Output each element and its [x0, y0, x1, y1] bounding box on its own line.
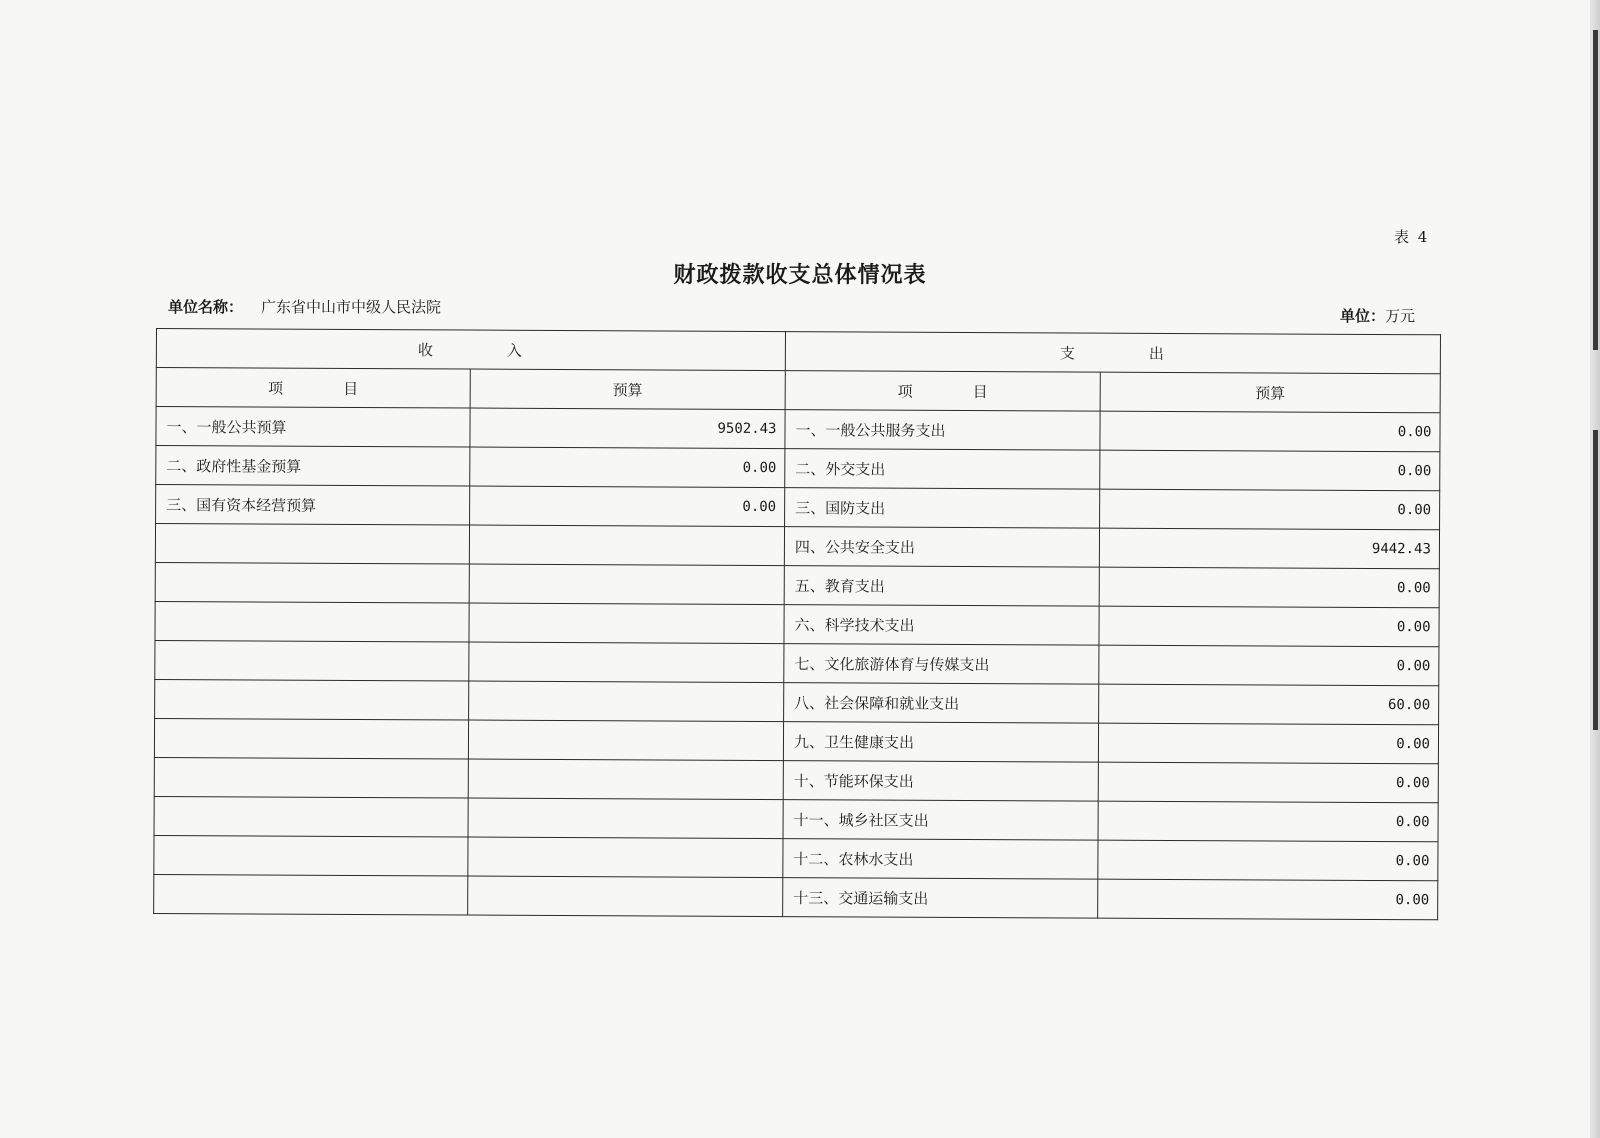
table-row: [155, 679, 1439, 724]
expense-budget: 60.00: [1099, 684, 1439, 725]
income-item: [154, 796, 468, 837]
expense-budget: 0.00: [1100, 489, 1440, 530]
income-budget: [469, 642, 784, 683]
expense-budget: 0.00: [1098, 723, 1438, 764]
header-char: 目: [343, 379, 359, 398]
income-budget-header: 预算: [470, 369, 785, 410]
expense-section-header: [785, 332, 1440, 374]
budget-table: [153, 328, 1441, 920]
expense-budget: 0.00: [1098, 879, 1438, 920]
expense-item: 二、外交支出: [785, 449, 1100, 490]
expense-budget: 0.00: [1099, 606, 1439, 647]
table-row: [155, 640, 1439, 685]
income-budget: [469, 681, 784, 722]
expense-budget: 9442.43: [1099, 528, 1439, 569]
expense-item: 一、一般公共服务支出: [785, 410, 1100, 451]
income-item: [154, 874, 468, 915]
expense-item: 十一、城乡社区支出: [783, 800, 1098, 841]
income-item: [155, 562, 469, 603]
income-budget: [468, 798, 783, 839]
organization-label: 单位名称：: [168, 298, 244, 316]
expense-item: 五、教育支出: [784, 566, 1099, 607]
income-item: [154, 757, 468, 798]
table-row: [154, 874, 1438, 919]
organization-line: [168, 296, 441, 317]
expense-budget-header: 预算: [1100, 372, 1440, 413]
table-row: [155, 562, 1439, 607]
income-item: 三、国有资本经营预算: [156, 485, 470, 526]
expense-item: 十三、交通运输支出: [783, 878, 1098, 919]
income-budget: 0.00: [470, 486, 785, 527]
edge-shadow-mark: [1593, 430, 1598, 730]
expense-item: 三、国防支出: [785, 488, 1100, 529]
table-row: [156, 407, 1440, 452]
income-item: 一、一般公共预算: [156, 407, 470, 448]
income-budget: [468, 720, 783, 761]
column-header-row: [156, 368, 1440, 413]
income-budget: [468, 876, 783, 917]
header-char: 项: [897, 382, 913, 401]
expense-item: 四、公共安全支出: [784, 527, 1099, 568]
page-title: 财政拨款收支总体情况表: [673, 262, 927, 288]
table-row: [154, 796, 1438, 841]
organization-name: 广东省中山市中级人民法院: [261, 298, 442, 316]
expense-item: 六、科学技术支出: [784, 605, 1099, 646]
income-item: [154, 835, 468, 876]
table-row: [155, 524, 1439, 569]
table-row: [154, 835, 1438, 880]
expense-budget: 0.00: [1098, 801, 1438, 842]
table-row: [155, 601, 1439, 646]
income-header-char: 入: [506, 341, 524, 360]
expense-budget: 0.00: [1099, 645, 1439, 686]
expense-item: 八、社会保障和就业支出: [784, 683, 1099, 724]
unit-label: 单位：: [1340, 307, 1386, 325]
header-char: 目: [972, 382, 988, 401]
income-item: [154, 718, 468, 759]
income-budget: [469, 564, 784, 605]
expense-budget: 0.00: [1098, 840, 1438, 881]
expense-item: 十二、农林水支出: [783, 839, 1098, 880]
header-char: 项: [268, 379, 284, 398]
income-budget: [469, 603, 784, 644]
unit-value: 万元: [1385, 307, 1416, 325]
expense-item: 十、节能环保支出: [783, 761, 1098, 802]
income-item: [155, 601, 469, 642]
expense-item: 九、卫生健康支出: [783, 722, 1098, 763]
expense-budget: 0.00: [1100, 450, 1440, 491]
table-number: 表 4: [1394, 228, 1430, 246]
edge-shadow-mark: [1593, 30, 1598, 350]
expense-header-char: 出: [1148, 344, 1166, 363]
income-item: [155, 679, 469, 720]
income-item-header: [156, 368, 470, 409]
income-item: [155, 640, 469, 681]
section-header-row: [156, 329, 1440, 374]
income-budget: 0.00: [470, 447, 785, 488]
income-budget: [468, 837, 783, 878]
income-item: [155, 524, 469, 565]
expense-budget: 0.00: [1098, 762, 1438, 803]
unit-line: [1340, 305, 1415, 326]
income-item: 二、政府性基金预算: [156, 446, 470, 487]
expense-header-char: 支: [1059, 343, 1077, 363]
expense-item: 七、文化旅游体育与传媒支出: [784, 644, 1099, 685]
scanner-page-edge: [1590, 0, 1600, 1138]
expense-budget: 0.00: [1100, 411, 1440, 452]
income-budget: [469, 525, 784, 566]
income-budget: [468, 759, 783, 800]
table-row: [154, 757, 1438, 802]
income-budget: 9502.43: [470, 408, 785, 449]
table-row: [156, 485, 1440, 530]
expense-item-header: [785, 371, 1100, 412]
table-row: [156, 446, 1440, 491]
table-row: [154, 718, 1438, 763]
income-section-header: [156, 329, 785, 371]
expense-budget: 0.00: [1099, 567, 1439, 608]
income-header-char: 收: [417, 340, 435, 359]
